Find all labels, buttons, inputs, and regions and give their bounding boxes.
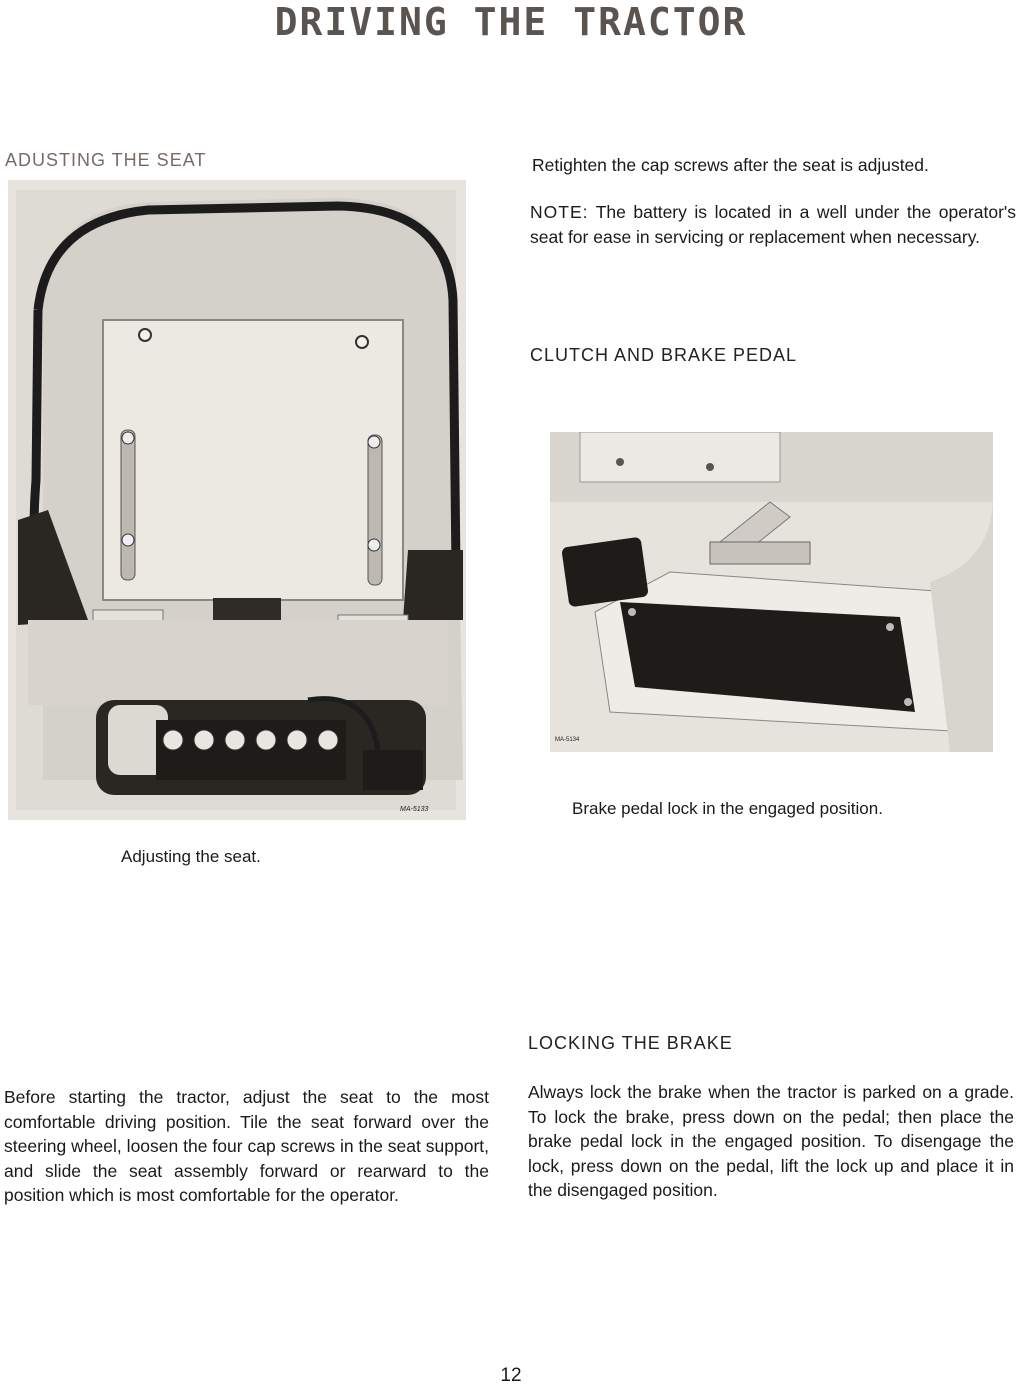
brake-pedal-photo [550,432,993,752]
note-text: The battery is located in a well under the operator's seat for ease in servicing or replacement when necessary. [530,202,1017,247]
seat-caption: Adjusting the seat. [121,847,261,866]
seat-heading: ADUSTING THE SEAT [5,150,207,170]
retighten-text: Retighten the cap screws after the seat is adjusted. [532,155,929,175]
page-title: DRIVING THE TRACTOR [274,0,748,44]
page-number: 12 [500,1365,522,1386]
seat-body-text: Before starting the tractor, adjust the seat to the most comfortable driving position. Tile the seat forward over the steering wheel, loosen the four cap screws in the seat support, and slide the seat assembly forward or rearward to the position which is most comfortable for the operator. [4,1087,489,1205]
locking-heading: LOCKING THE BRAKE [528,1033,733,1053]
clutch-heading: CLUTCH AND BRAKE PEDAL [530,345,798,365]
seat-photo-code: MA-5133 [400,806,429,813]
battery-note [530,200,1016,249]
brake-caption: Brake pedal lock in the engaged position. [572,799,883,818]
brake-photo-code: MA-5134 [555,737,580,743]
note-label: NOTE: [530,202,589,222]
seat-photo [8,180,466,820]
locking-body-text: Always lock the brake when the tractor is parked on a grade. To lock the brake, press down on the pedal; then place the brake pedal lock in the engaged position. To disengage the lock, press down on the pedal, lift the lock up and place it in the disengaged position. [528,1082,1014,1200]
